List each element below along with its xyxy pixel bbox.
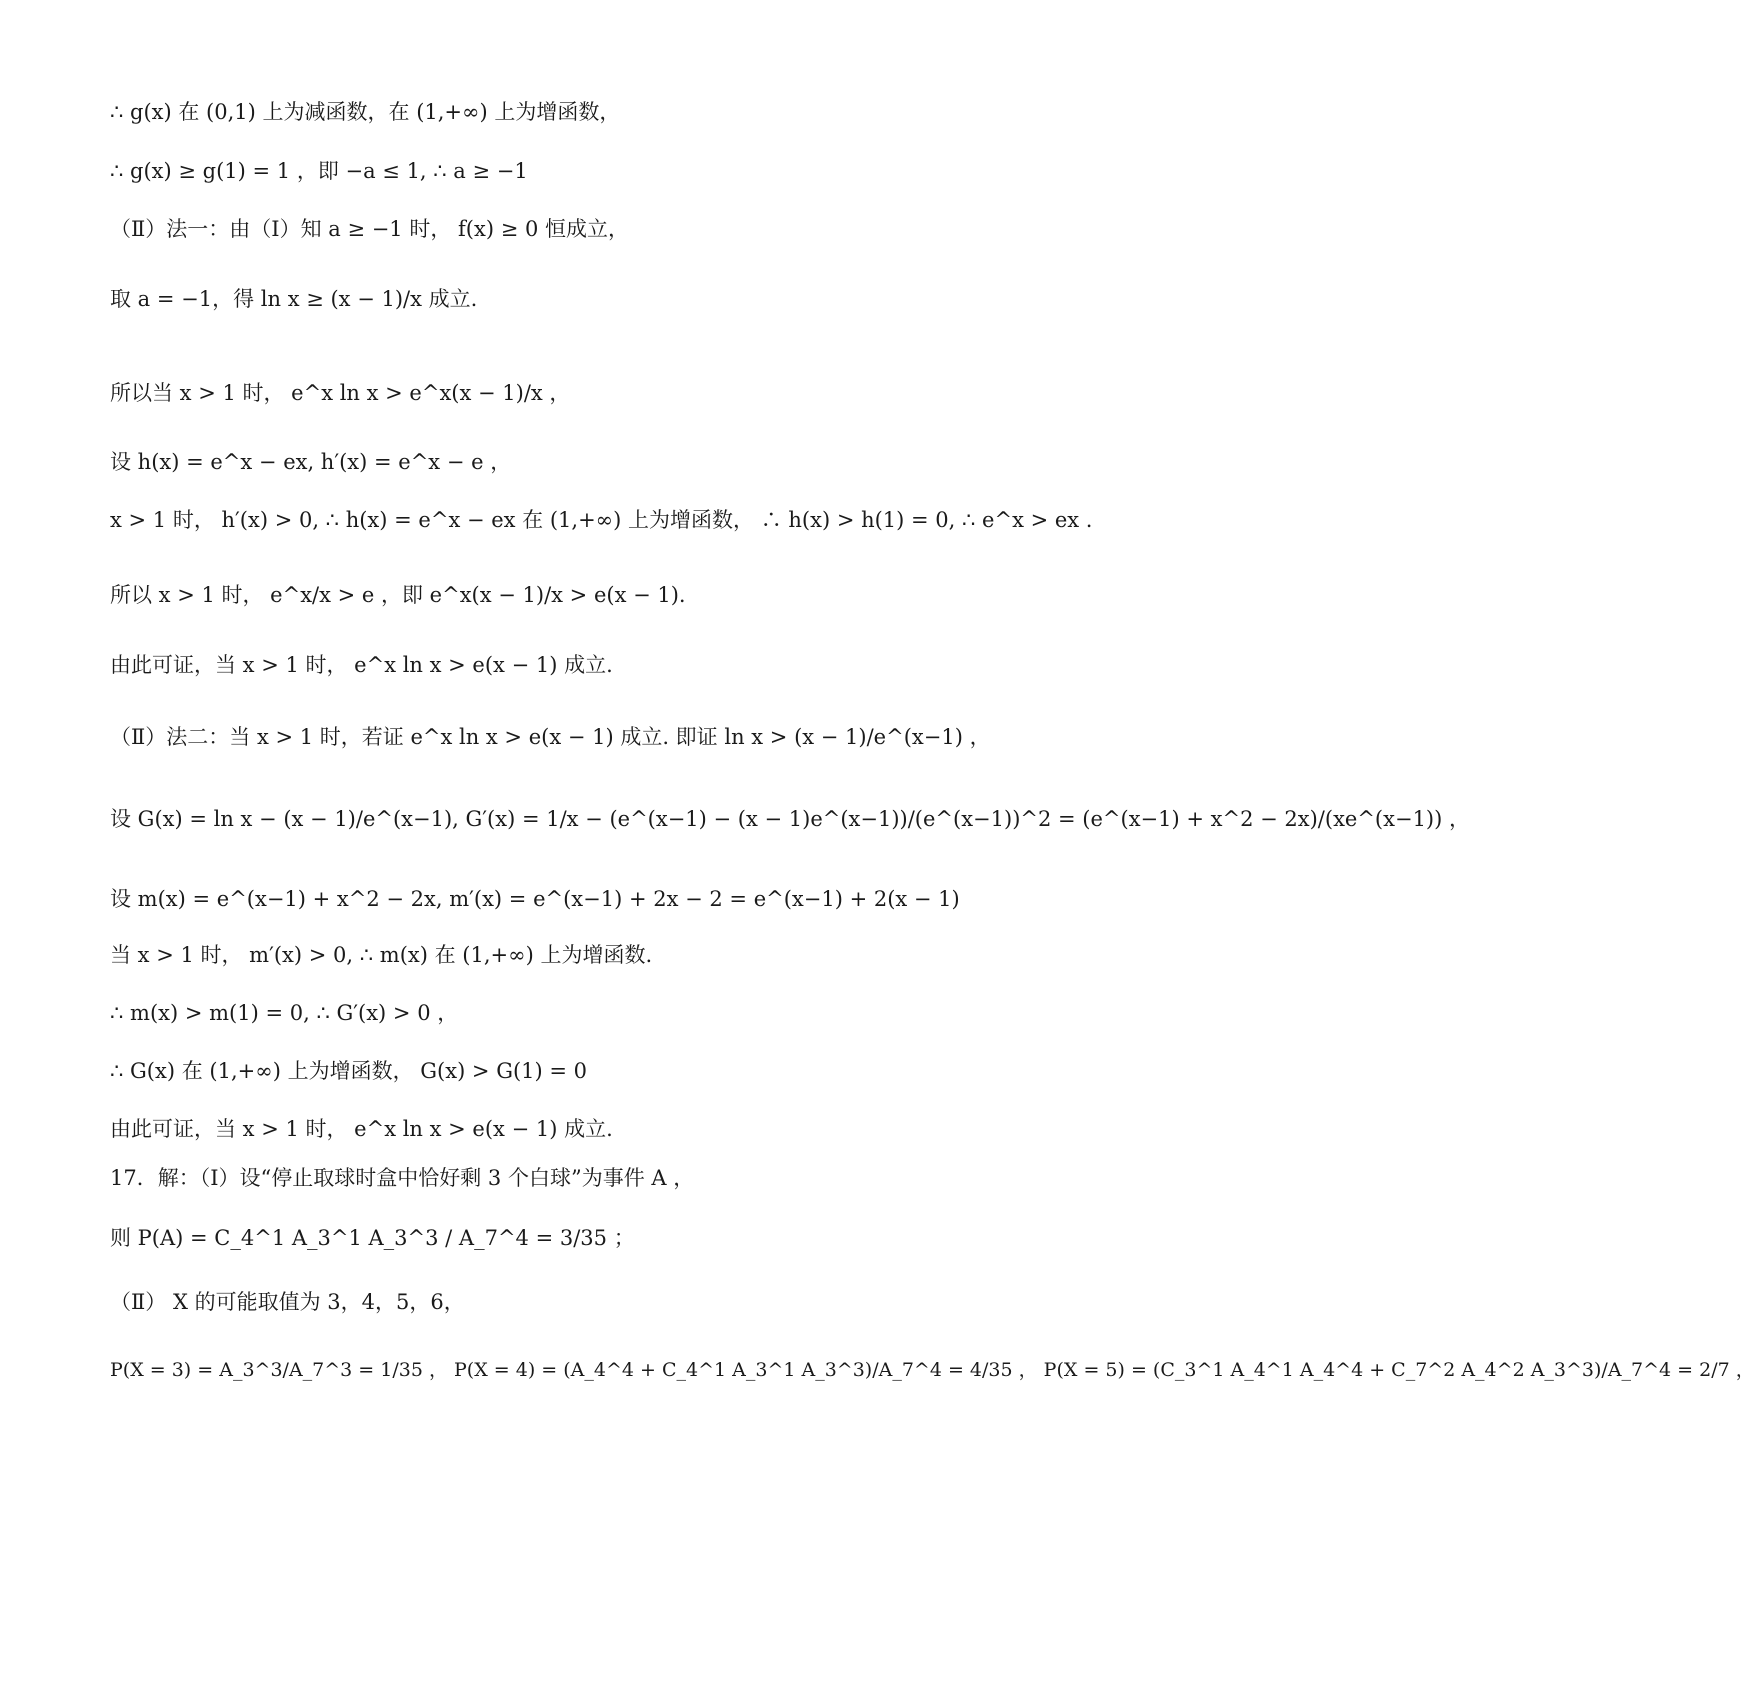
text-line: （Ⅱ）法一：由（Ⅰ）知 a ≥ −1 时， f(x) ≥ 0 恒成立， [110, 217, 630, 241]
text-line: 设 G(x) = ln x − (x − 1)/e^(x−1), G′(x) = 1/x − (e^(x−1) − (x − 1)e^(x−1))/(e^(x−1))^2 = (e^(x−1) + x^2 − 2x)/(xe^(x−1)) ， [110, 807, 1470, 831]
text-line: ∴ G(x) 在 (1,+∞) 上为增函数， G(x) > G(1) = 0 [110, 1059, 588, 1083]
problem-heading: 17．解：（Ⅰ）设“停止取球时盒中恰好剩 3 个白球”为事件 A ， [110, 1166, 695, 1190]
text-line: （Ⅱ） X 的可能取值为 3，4，5，6， [110, 1290, 465, 1314]
text-line: 所以 x > 1 时， e^x/x > e ，即 e^x(x − 1)/x > e(x − 1). [110, 583, 686, 607]
text-line: P(X = 3) = A_3^3/A_7^3 = 1/35 ， P(X = 4) = (A_4^4 + C_4^1 A_3^1 A_3^3)/A_7^4 = 4/35 ， P(X = 5) = (C_3^1 A_4^1 A_4^4 + C_7^2 A_4^2 A_3^3)/A_7^4 = 2/7 ， [110, 1359, 1755, 1381]
text-line: ∴ m(x) > m(1) = 0, ∴ G′(x) > 0 ， [110, 1001, 459, 1025]
text-line: 由此可证，当 x > 1 时， e^x ln x > e(x − 1) 成立. [110, 1117, 613, 1141]
text-line: ∴ g(x) 在 (0,1) 上为减函数，在 (1,+∞) 上为增函数， [110, 100, 621, 124]
text-line: ∴ g(x) ≥ g(1) = 1 ，即 −a ≤ 1, ∴ a ≥ −1 [110, 159, 528, 183]
text-line: 则 P(A) = C_4^1 A_3^1 A_3^3 / A_7^4 = 3/35 ； [110, 1226, 635, 1250]
text-line: x > 1 时， h′(x) > 0, ∴ h(x) = e^x − ex 在 (1,+∞) 上为增函数， ∴ h(x) > h(1) = 0, ∴ e^x > ex . [110, 508, 1093, 532]
text-line: 设 h(x) = e^x − ex, h′(x) = e^x − e ， [110, 450, 512, 474]
text-line: 由此可证，当 x > 1 时， e^x ln x > e(x − 1) 成立. [110, 653, 613, 677]
text-line: 当 x > 1 时， m′(x) > 0, ∴ m(x) 在 (1,+∞) 上为增函数. [110, 943, 653, 967]
text-line: （Ⅱ）法二：当 x > 1 时，若证 e^x ln x > e(x − 1) 成立. 即证 ln x > (x − 1)/e^(x−1) ， [110, 725, 991, 749]
text-line: 所以当 x > 1 时， e^x ln x > e^x(x − 1)/x ， [110, 381, 571, 405]
text-line: 取 a = −1，得 ln x ≥ (x − 1)/x 成立. [110, 287, 478, 311]
text-line: 设 m(x) = e^(x−1) + x^2 − 2x, m′(x) = e^(x−1) + 2x − 2 = e^(x−1) + 2(x − 1) [110, 887, 960, 911]
